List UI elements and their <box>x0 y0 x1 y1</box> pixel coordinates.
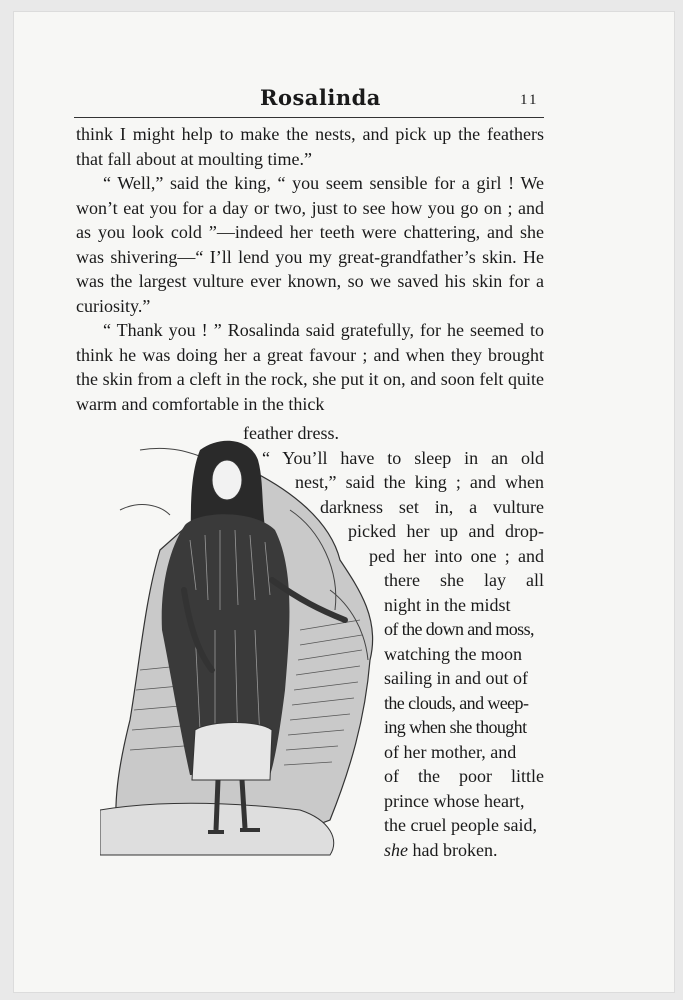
running-title: Rosalinda <box>260 85 381 110</box>
wrap-line: ped her into one ; and <box>369 546 544 566</box>
wrap-line: “ You’ll have to sleep in an old <box>262 448 544 468</box>
wrap-line: of the poor little <box>384 766 544 786</box>
last-line-rest: had broken. <box>408 840 498 860</box>
paragraph-2: “ Well,” said the king, “ you seem sensible for a girl ! We won’t eat you for a day or two, just to see how you go on ; and as you look cold ”—indeed her teeth were chattering, and she was shivering—“ I’ll lend you my great-grandfather’s skin. He was the largest vulture ever known, so we saved his skin for a curiosity.” <box>76 173 544 316</box>
body-text-top <box>76 122 544 416</box>
wrap-line: of the down and moss, <box>384 619 534 639</box>
wrap-line: nest,” said the king ; and when <box>295 472 544 492</box>
wrap-line: there she lay all <box>384 570 544 590</box>
wrap-line: darkness set in, a vulture <box>320 497 544 517</box>
paragraph-3: “ Thank you ! ” Rosalinda said gratefully, for he seemed to think he was doing her a great favour ; and when they brought the skin from a cleft in the rock, she put it on, and soon felt quite warm and comfortable in the thick <box>76 320 544 414</box>
wrap-line: of her mother, and <box>384 742 517 762</box>
last-line <box>384 838 497 863</box>
wrap-line: feather dress. <box>243 423 339 443</box>
italic-word: she <box>384 840 408 860</box>
header-rule <box>74 117 544 118</box>
wrap-line: watching the moon <box>384 644 522 664</box>
paragraph-1: think I might help to make the nests, and pick up the feathers that fall about at moulting time.” <box>76 124 544 169</box>
wrap-line: sailing in and out of <box>384 668 528 688</box>
wrap-line: night in the midst <box>384 595 511 615</box>
page-number: 11 <box>520 92 539 108</box>
wrap-line: the clouds, and weep- <box>384 693 529 713</box>
wrap-line: prince whose heart, <box>384 791 525 811</box>
wrap-line: ing when she thought <box>384 717 527 737</box>
wrap-line: the cruel people said, <box>384 815 537 835</box>
wrap-line: picked her up and drop- <box>348 521 544 541</box>
